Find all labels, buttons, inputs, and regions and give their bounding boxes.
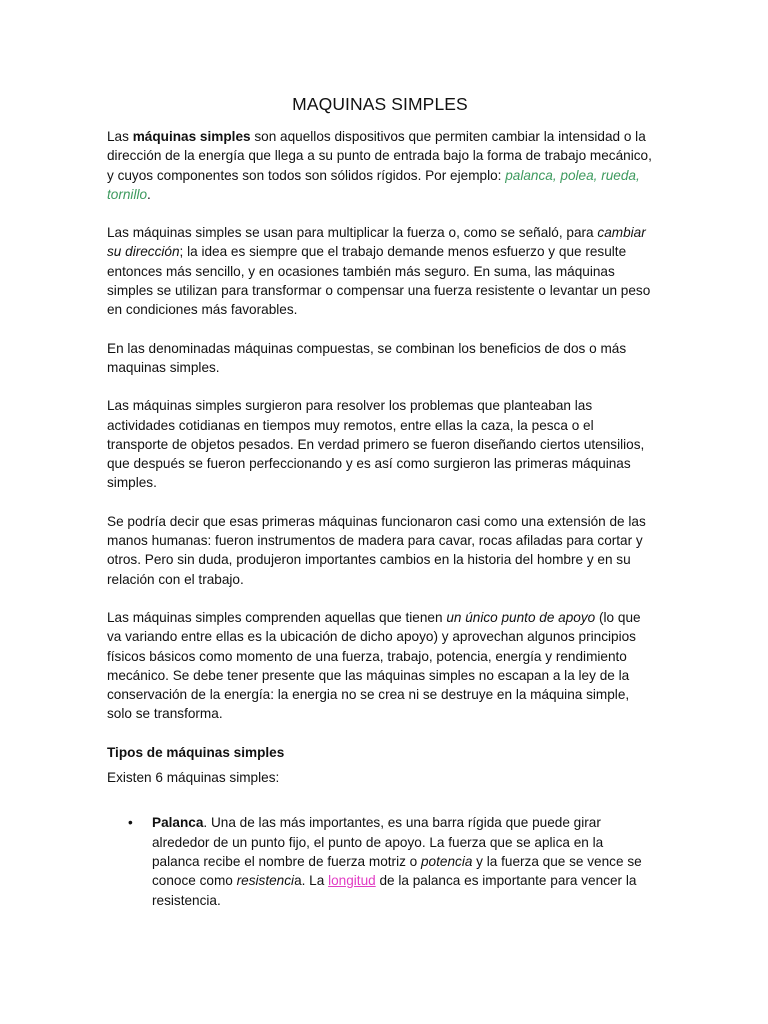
paragraph-uses: Las máquinas simples se usan para multiplicar la fuerza o, como se señaló, para cambiar su dirección; la idea es siempre que el trabajo demande menos esfuerzo y que resulte entonces más sencillo, y en ocasiones también más seguro. En suma, las máquinas simples se utilizan para transformar o compensar una fuerza resistente o levantar un peso en condiciones más favorables. — [107, 225, 651, 318]
types-list — [107, 813, 653, 909]
paragraph-history: Se podría decir que esas primeras máquinas funcionaron casi como una extensión de las manos humanas: fueron instrumentos de madera para cavar, rocas afiladas para cortar y otros. Pero sin duda, produjeron importantes cambios en la historia del hombre y en su relación con el trabajo. — [107, 513, 646, 587]
term-palanca: Palanca — [152, 815, 204, 831]
types-intro: Existen 6 máquinas simples: — [107, 770, 280, 786]
list-item: • Palanca. Una de las más importantes, es una barra rígida que puede girar alrededor de un punto fijo, el punto de apoyo. La fuerza que se aplica en la palanca recibe el nombre de fuerza motriz o potencia y la fuerza que se vence se conoce como resistencia. La longitud de la palanca es importante para vencer la resistencia. — [128, 815, 642, 908]
term-maquinas-simples: máquinas simples — [132, 129, 251, 144]
section-heading: Tipos de máquinas simples — [107, 744, 285, 760]
page-title: MAQUINAS SIMPLES — [292, 94, 468, 114]
bullet-icon: • — [128, 815, 133, 831]
paragraph-principles: Las máquinas simples comprenden aquellas que tienen un único punto de apoyo (lo que va variando entre ellas es la ubicación de dicho apoyo) y aprovechan algunos principios físicos básicos como momento de una fuerza, trabajo, potencia, energía y rendimiento mecánico. Se debe tener presente que las máquinas simples no escapan a la ley de la conservación de la energía: la energia no se crea ni se destruye en la máquina simple, solo se transforma. — [107, 609, 641, 722]
emphasis-punto-apoyo: un único punto de apoyo — [446, 609, 596, 625]
paragraph-definition: Las máquinas simples son aquellos dispositivos que permiten cambiar la intensidad o la dirección de la energía que llega a su punto de entrada bajo la forma de trabajo mecánico, y cuyos componentes son todos son sólidos rígidos. Por ejemplo: palanca, polea, rueda, tornillo. — [107, 129, 652, 202]
document-body — [107, 92, 653, 910]
paragraph-origin: Las máquinas simples surgieron para resolver los problemas que planteaban las actividades cotidianas en tiempos muy remotos, entre ellas la caza, la pesca o el transporte de objetos pesados. En verdad primero se fueron diseñando ciertos utensilios, que después se fueron perfeccionando y es así como surgieron las primeras máquinas simples. — [107, 398, 645, 491]
examples-text: palanca, polea, rueda, tornillo — [107, 167, 640, 202]
longitud-link[interactable]: longitud — [328, 873, 376, 889]
paragraph-compuestas: En las denominadas máquinas compuestas, se combinan los beneficios de dos o más maquinas simples. — [107, 340, 627, 375]
emphasis-cambiar-direccion: cambiar su dirección — [107, 225, 646, 260]
